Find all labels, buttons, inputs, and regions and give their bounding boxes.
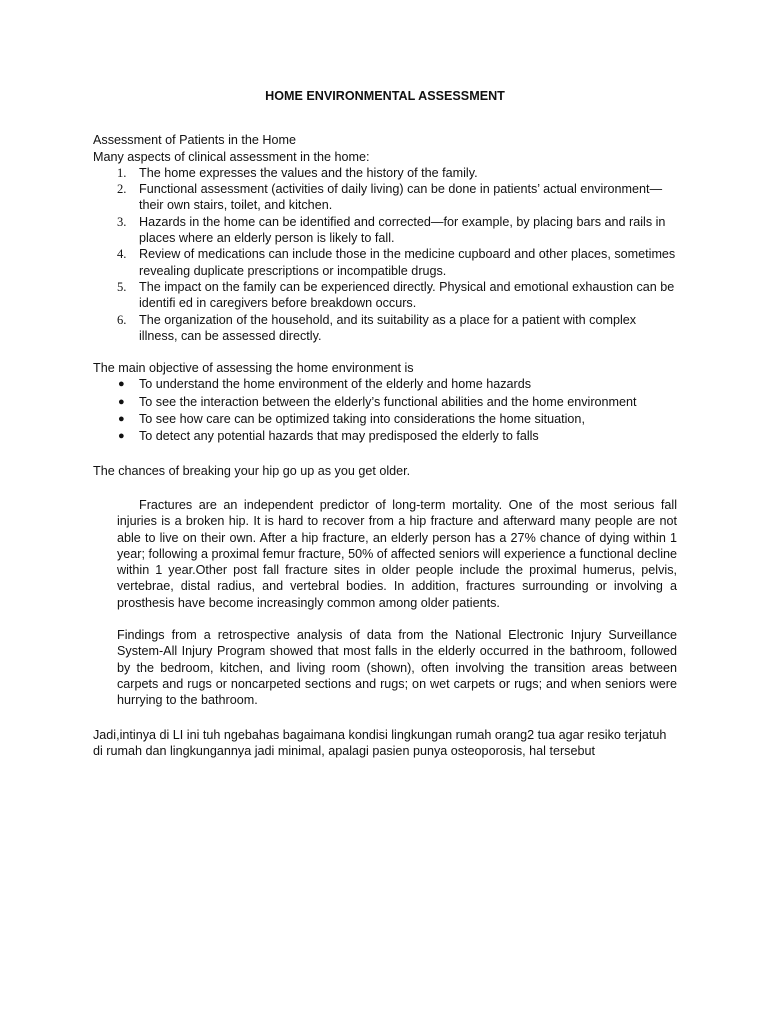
list-item xyxy=(93,428,677,444)
list-item-text: To detect any potential hazards that may predisposed the elderly to falls xyxy=(139,429,539,444)
section-heading: Assessment of Patients in the Home xyxy=(93,133,296,148)
findings-paragraph xyxy=(93,627,677,708)
list-number: 5. xyxy=(117,279,127,294)
list-item xyxy=(93,246,677,279)
bullet-icon: ● xyxy=(118,395,125,408)
list-item-text: The impact on the family can be experienced directly. Physical and emotional exhaustion can be identifi ed in caregivers before breakdown occurs. xyxy=(139,279,675,311)
paragraph-text: Findings from a retrospective analysis of data from the National Electronic Injury Surveillance System-All Injury Program showed that most falls in the elderly occurred in the bathroom, followed by the bedroom, kitchen, and living room (shown), often involving the transition areas between carpets and rugs or noncarpeted sections and rugs; on wet carpets or rugs; and when seniors were hurrying to the bathroom. xyxy=(117,628,677,708)
aspects-list xyxy=(93,165,677,344)
fractures-paragraph xyxy=(93,497,677,611)
list-item-text: The organization of the household, and its suitability as a place for a patient with complex illness, can be assessed directly. xyxy=(139,312,637,343)
list-number: 2. xyxy=(117,182,127,197)
paragraph-text: Fractures are an independent predictor of long-term mortality. One of the most serious fall injuries is a broken hip. It is hard to recover from a hip fracture and afterward many people are not able to live on their own. After a hip fracture, an elderly person has a 27% chance of dying within 1 year; following a proximal femur fracture, 50% of affected seniors will experience a functional decline within 1 year.Other post fall fracture sites in older people include the proximal humerus, pelvis, vertebrae, distal radius, and vertebral bodies. In addition, fractures surrounding or involving a prosthesis have become increasingly common among older patients. xyxy=(117,497,677,610)
list-item xyxy=(93,411,677,427)
bullet-icon: ● xyxy=(118,413,125,426)
bullet-icon: ● xyxy=(118,378,125,391)
list-number: 4. xyxy=(117,247,127,262)
intro-text: Many aspects of clinical assessment in the home: xyxy=(93,149,370,164)
closing-paragraph: Jadi,intinya di LI ini tuh ngebahas bagaimana kondisi lingkungan rumah orang2 tua agar resiko terjatuh di rumah dan lingkungannya jadi minimal, apalagi pasien punya osteoporosis, hal tersebut xyxy=(93,727,667,758)
list-item-text: To see the interaction between the elderly’s functional abilities and the home environment xyxy=(139,394,637,409)
list-item xyxy=(93,312,677,345)
list-number: 6. xyxy=(117,312,127,327)
list-item-text: To see how care can be optimized taking into considerations the home situation, xyxy=(139,412,585,427)
document-title: HOME ENVIRONMENTAL ASSESSMENT xyxy=(265,89,505,103)
list-item-text: The home expresses the values and the history of the family. xyxy=(139,165,478,180)
list-item xyxy=(93,279,677,312)
list-item xyxy=(93,214,677,247)
list-item-text: Hazards in the home can be identified and corrected—for example, by placing bars and rails in places where an elderly person is likely to fall. xyxy=(139,214,666,246)
objectives-list xyxy=(93,376,677,444)
list-item-text: Functional assessment (activities of daily living) can be done in patients’ actual environment—their own stairs, toilet, and kitchen. xyxy=(139,182,663,213)
chances-statement: The chances of breaking your hip go up as you get older. xyxy=(93,463,411,478)
objective-intro: The main objective of assessing the home environment is xyxy=(93,361,414,376)
list-item xyxy=(93,394,677,410)
bullet-icon: ● xyxy=(118,430,125,443)
list-item-text: Review of medications can include those in the medicine cupboard and other places, sometimes revealing duplicate prescriptions or incompatible drugs. xyxy=(139,247,676,278)
document-page xyxy=(93,88,677,759)
list-item-text: To understand the home environment of the elderly and home hazards xyxy=(139,377,532,392)
list-item xyxy=(93,165,677,181)
list-number: 3. xyxy=(117,214,127,229)
list-item xyxy=(93,181,677,214)
list-item xyxy=(93,376,677,392)
list-number: 1. xyxy=(117,165,127,180)
